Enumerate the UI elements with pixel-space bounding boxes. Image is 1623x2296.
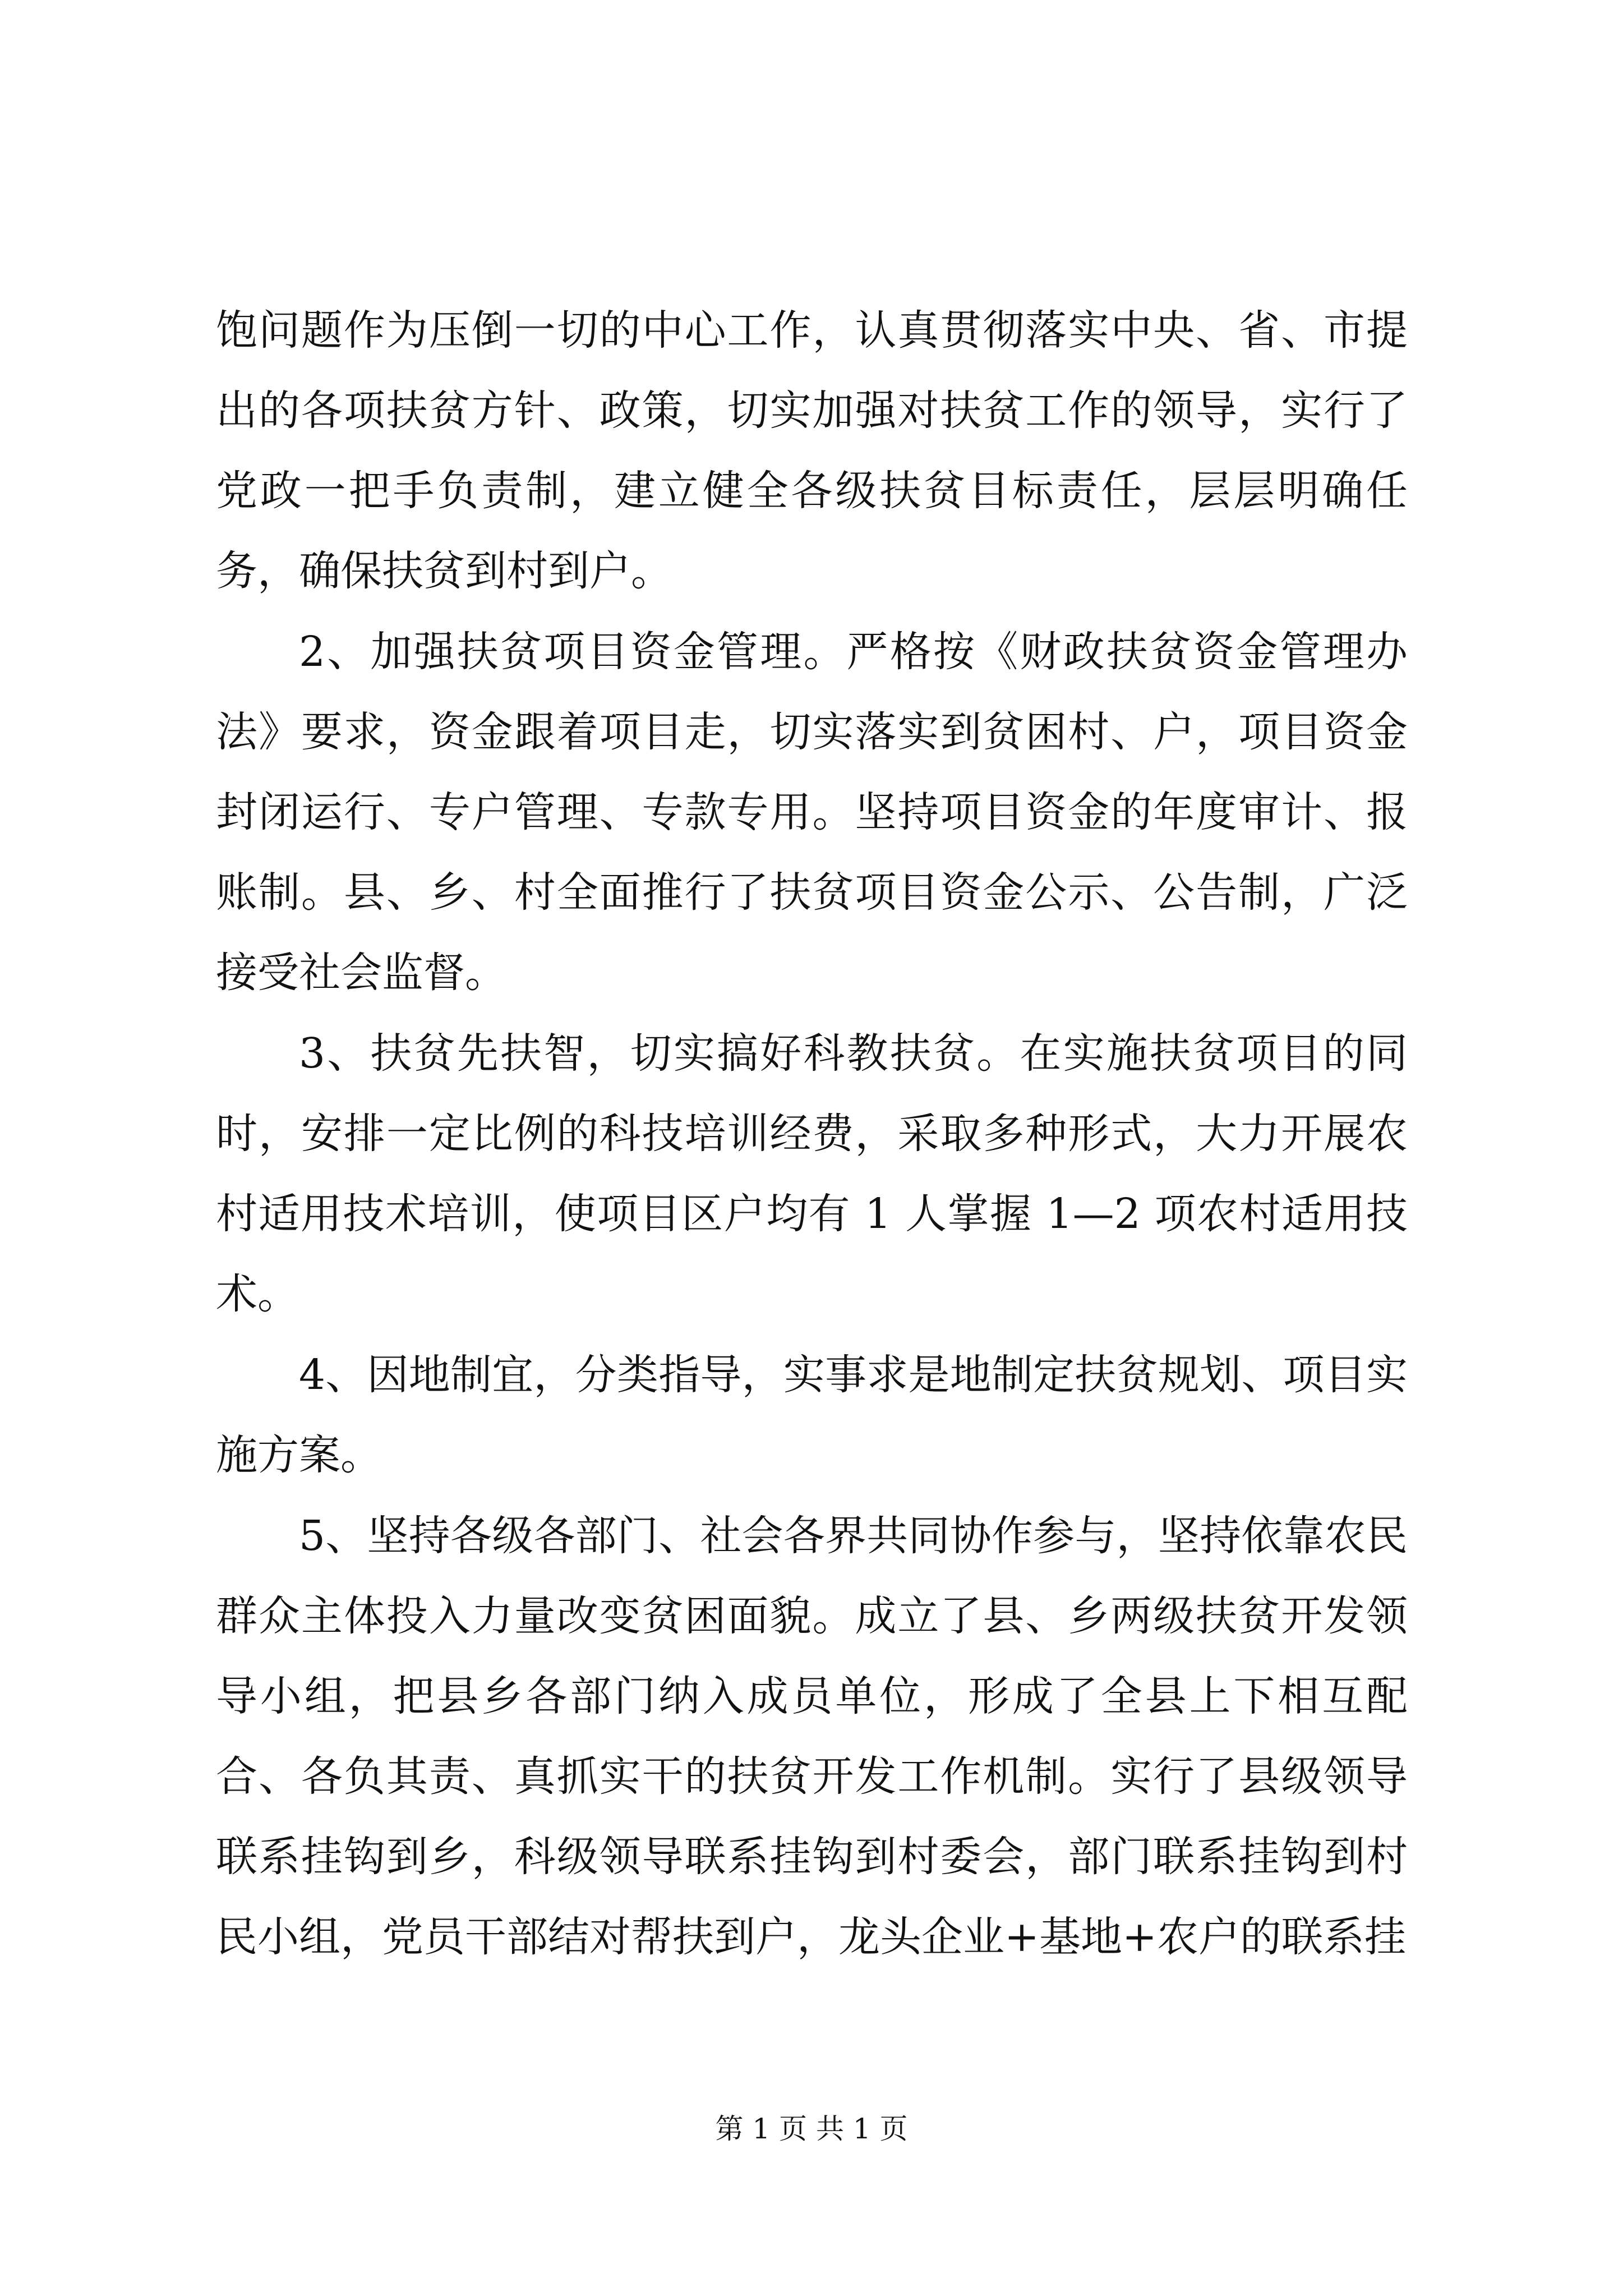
paragraph-item-4: 4、因地制宜，分类指导，实事求是地制定扶贫规划、项目实施方案。 [216,1351,1408,1479]
paragraph-item-3: 3、扶贫先扶智，切实搞好科教扶贫。在实施扶贫项目的同时，安排一定比例的科技培训经费，采取多种形式，大力开展农村适用技术培训，使项目区户均有 1 人掌握 1—2 项农村适用技术。 [216,1029,1408,1318]
paragraph-item-5: 5、坚持各级各部门、社会各界共同协作参与，坚持依靠农民群众主体投入力量改变贫困面貌。成立了县、乡两级扶贫开发领导小组，把县乡各部门纳入成员单位，形成了全县上下相互配合、各负其责、真抓实干的扶贫开发工作机制。实行了县级领导联系挂钩到乡，科级领导联系挂钩到村委会，部门联系挂钩到村民小组，党员干部结对帮扶到户，龙头企业+基地+农户的联系挂 [216,1512,1408,1961]
paragraph-item-2: 2、加强扶贫项目资金管理。严格按《财政扶贫资金管理办法》要求，资金跟着项目走，切实落实到贫困村、户，项目资金封闭运行、专户管理、专款专用。坚持项目资金的年度审计、报账制。县、乡、村全面推行了扶贫项目资金公示、公告制，广泛接受社会监督。 [216,628,1408,997]
body-text [216,291,1408,1978]
page-footer: 第 1 页 共 1 页 [715,2113,908,2145]
paragraph-continuation: 饱问题作为压倒一切的中心工作，认真贯彻落实中央、省、市提出的各项扶贫方针、政策，切实加强对扶贫工作的领导，实行了党政一把手负责制，建立健全各级扶贫目标责任，层层明确任务，确保扶贫到村到户。 [216,306,1408,595]
